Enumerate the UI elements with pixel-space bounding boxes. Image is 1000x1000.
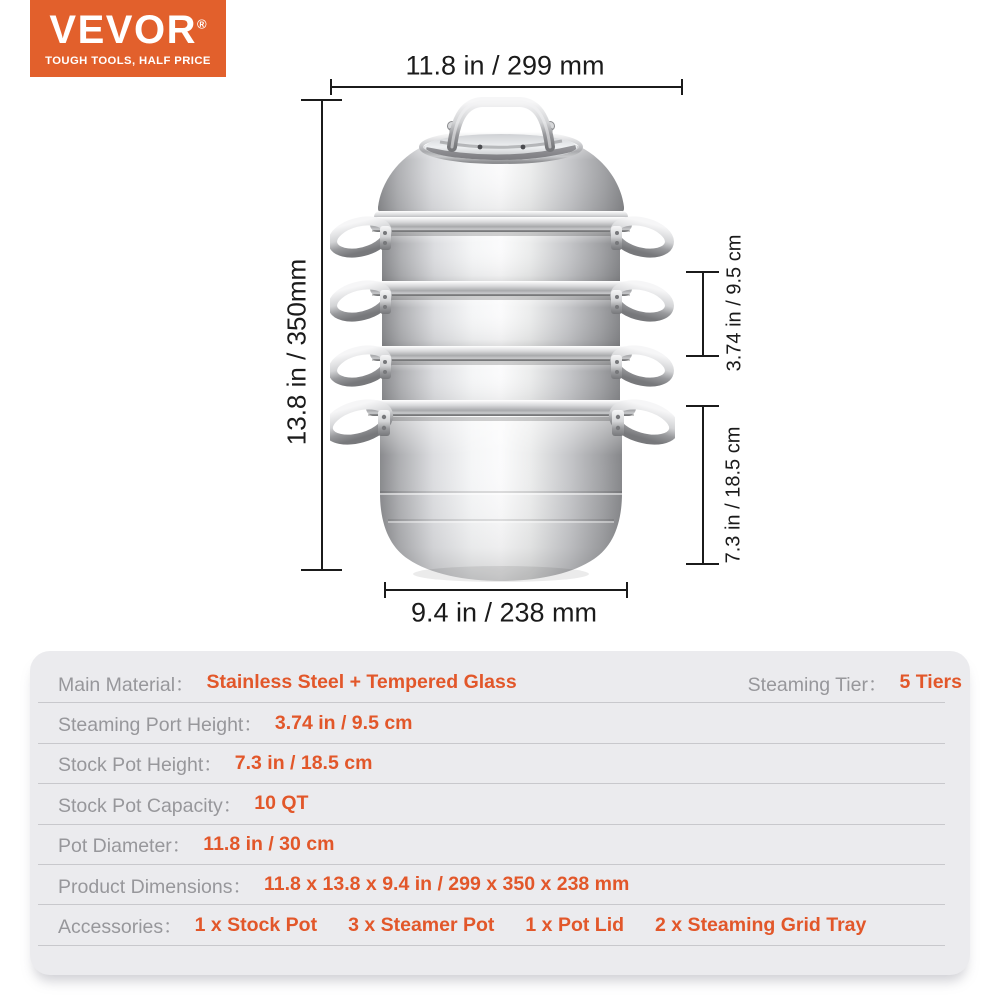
dimension-tick [384, 582, 386, 598]
dimension-tick [686, 355, 719, 357]
dimension-label-top-width: 11.8 in / 299 mm [405, 50, 605, 81]
pot-lid [374, 102, 628, 225]
dimension-tick [686, 405, 719, 407]
dimension-tick [301, 569, 342, 571]
dimension-line-steaming-port-height [702, 272, 704, 356]
registered-mark: ® [196, 16, 207, 32]
stock-pot [330, 398, 675, 582]
spec-label: Steaming Port Height： [58, 714, 263, 737]
spec-row-main-material [38, 663, 962, 703]
dimension-tick [330, 79, 332, 95]
spec-label: Steaming Tier： [747, 673, 888, 696]
spec-value: Stainless Steel + Tempered Glass [206, 671, 517, 694]
tier3-left-handle [330, 345, 391, 388]
accessory-item: 1 x Stock Pot [194, 913, 318, 936]
spec-value: 11.8 in / 30 cm [203, 832, 335, 855]
dimension-label-stock-pot-height: 7.3 in / 18.5 cm [722, 426, 745, 564]
tier2-right-handle [611, 280, 673, 323]
spec-label: Stock Pot Capacity： [58, 794, 243, 817]
steamer-tier-1 [330, 216, 673, 287]
spec-value: 3.74 in / 9.5 cm [274, 711, 413, 734]
vevor-logo [30, 0, 226, 77]
spec-label: Main Material： [58, 673, 195, 696]
dimension-line-bottom-width [385, 589, 628, 591]
spec-label: Accessories： [58, 916, 183, 939]
brand-name [49, 10, 206, 50]
tier3-right-handle [611, 345, 673, 388]
spec-value: 7.3 in / 18.5 cm [234, 751, 373, 774]
spec-pair-main-material [58, 669, 517, 697]
dimension-line-top-width [331, 86, 683, 88]
spec-label: Stock Pot Height： [58, 754, 223, 777]
accessory-item: 3 x Steamer Pot [348, 913, 495, 936]
spec-value: 10 QT [254, 792, 309, 815]
tier1-left-handle [330, 216, 391, 259]
dimension-label-total-height: 13.8 in / 350mm [281, 258, 312, 446]
spec-value: 11.8 x 13.8 x 9.4 in / 299 x 350 x 238 mm [264, 873, 630, 896]
brand-name-text: VEVOR [49, 8, 197, 52]
accessories-list [195, 914, 867, 937]
steamer-tier-2 [330, 280, 673, 351]
spec-value: 5 Tiers [899, 671, 962, 694]
spec-label: Product Dimensions： [58, 875, 252, 898]
dimension-tick [301, 99, 342, 101]
dimension-label-bottom-width: 9.4 in / 238 mm [410, 597, 598, 628]
dimension-tick [686, 271, 719, 273]
spec-label: Pot Diameter： [58, 835, 192, 858]
accessory-item: 2 x Steaming Grid Tray [655, 913, 867, 936]
tier1-right-handle [611, 216, 673, 259]
dimension-tick [626, 582, 628, 598]
steamer-pot-illustration [330, 95, 675, 587]
spec-pair-steaming-tier [748, 669, 962, 697]
spec-row-stock-pot-height [38, 744, 945, 784]
dimension-label-steaming-port-height: 3.74 in / 9.5 cm [723, 234, 746, 372]
tier2-left-handle [330, 280, 391, 323]
spec-row-product-dimensions [38, 865, 945, 905]
dimension-tick [681, 79, 683, 95]
spec-row-pot-diameter [38, 825, 945, 865]
brand-tagline: TOUGH TOOLS, HALF PRICE [45, 55, 211, 67]
spec-row-steaming-port-height [38, 703, 945, 743]
spec-panel [30, 651, 970, 975]
accessory-item: 1 x Pot Lid [525, 913, 625, 936]
dimension-tick [686, 563, 719, 565]
dimension-line-total-height [321, 100, 323, 571]
spec-row-accessories [38, 905, 945, 945]
dimension-line-stock-pot-height [702, 406, 704, 565]
spec-row-stock-pot-capacity [38, 784, 945, 824]
